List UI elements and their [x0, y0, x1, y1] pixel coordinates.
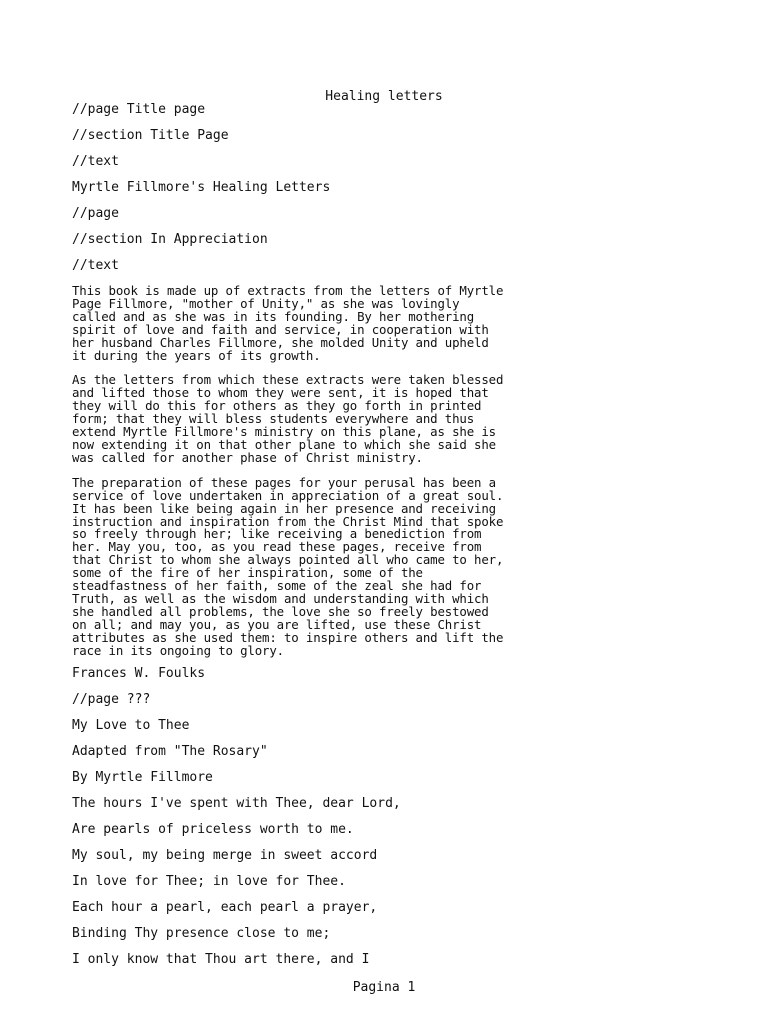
marker-page-unknown: //page ??? — [72, 692, 151, 708]
book-title: Myrtle Fillmore's Healing Letters — [72, 180, 331, 195]
marker-section-title: //section Title Page — [72, 128, 229, 143]
marker-page: //page — [72, 206, 119, 221]
poem-author: By Myrtle Fillmore — [72, 770, 213, 786]
paragraph-1: This book is made up of extracts from the letters of Myrtle Page Fillmore, "mother of Unity," as she was lovingly called and as she was in its founding. By her mothering spirit of love and faith and service, in cooperation with her husband Charles Fillmore, she molded Unity and upheld it during the years of its growth. — [72, 283, 504, 363]
poem-line: In love for Thee; in love for Thee. — [72, 874, 346, 890]
page-header-title: Healing letters — [325, 89, 443, 104]
poem-line: I only know that Thou art there, and I — [72, 952, 370, 968]
paragraph-3: The preparation of these pages for your perusal has been a service of love undertaken in appreciation of a great soul. It has been like being again in her presence and receiving instruction and inspiration from the Christ Mind that spoke so freely through her; like receiving a benediction from her. May you, too, as you read these pages, receive from that Christ to whom she always pointed all who came to her, some of the fire of her inspiration, some of the steadfastness of her faith, some of the zeal she had for Truth, as well as the wisdom and understanding with which she handled all problems, the love she so freely bestowed on all; and may you, as you are lifted, use these Christ attributes as she used them: to inspire others and lift the race in its ongoing to glory. — [72, 474, 504, 658]
poem-line: The hours I've spent with Thee, dear Lord, — [72, 796, 401, 812]
paragraph-2: As the letters from which these extracts were taken blessed and lifted those to whom they were sent, it is hoped that they will do this for others as they go forth in printed form; that they will bless students everywhere and thus extend Myrtle Fillmore's ministry on this plane, as she is now extending it on that other plane to which she said she was called for another phase of Christ ministry. — [72, 372, 504, 465]
document-body — [72, 102, 542, 968]
poem-source: Adapted from "The Rosary" — [72, 744, 268, 760]
poem-title: My Love to Thee — [72, 718, 190, 734]
author-signature: Frances W. Foulks — [72, 666, 206, 682]
page-number: Pagina 1 — [352, 980, 416, 995]
marker-page-title: //page Title page — [72, 102, 206, 117]
marker-text-2: //text — [72, 258, 119, 273]
poem-line: Binding Thy presence close to me; — [72, 926, 331, 942]
poem-line: Are pearls of priceless worth to me. — [72, 822, 354, 838]
marker-section-appreciation: //section In Appreciation — [72, 232, 268, 247]
poem-line: Each hour a pearl, each pearl a prayer, — [72, 900, 378, 916]
marker-text: //text — [72, 154, 119, 169]
poem-line: My soul, my being merge in sweet accord — [72, 848, 378, 864]
